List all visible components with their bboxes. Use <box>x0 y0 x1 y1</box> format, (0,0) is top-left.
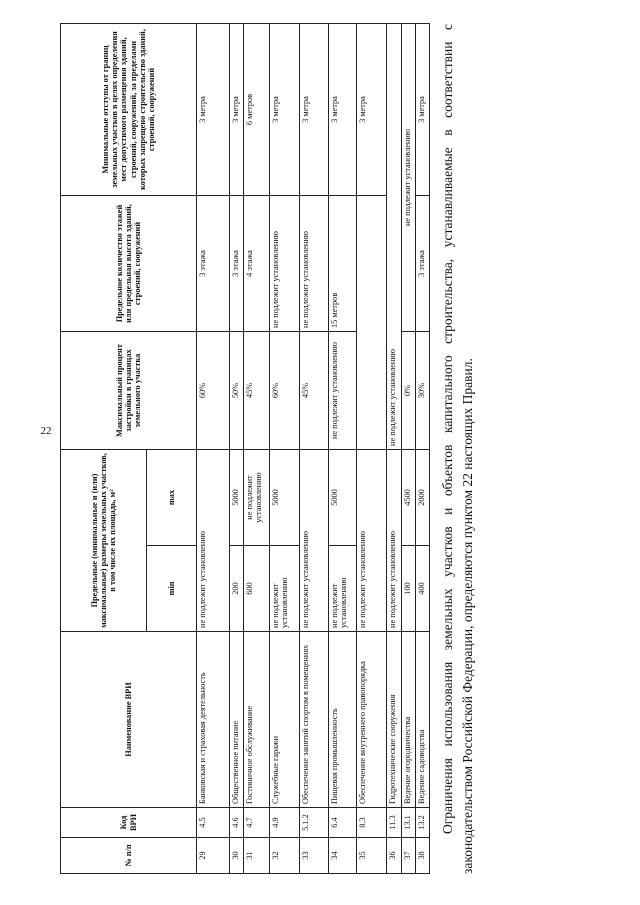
row-floors: 15 метров <box>328 196 356 332</box>
table-row <box>229 24 243 874</box>
row-min: не подлежит установлению <box>328 546 356 632</box>
row-name: Пищевая промышленность <box>328 632 356 808</box>
row-percent: 0% <box>401 332 415 450</box>
row-code: 5.1.2 <box>300 808 328 838</box>
row-code: 4.6 <box>229 808 243 838</box>
row-size: не подлежит установлению <box>387 450 401 632</box>
row-num: 36 <box>387 838 401 874</box>
row-code: 4.9 <box>269 808 299 838</box>
row-num: 37 <box>401 838 415 874</box>
row-percent: 60% <box>269 332 299 450</box>
row-min: 400 <box>415 546 429 632</box>
row-min: 200 <box>229 546 243 632</box>
row-max: 2000 <box>415 450 429 546</box>
row-code: 13.1 <box>401 808 415 838</box>
row-percent: 50% <box>229 332 243 450</box>
header-max: max <box>147 450 197 546</box>
row-floors: не подлежит установлению <box>269 196 299 332</box>
row-setback: 3 метра <box>415 24 429 196</box>
header-size-group: Предельные (минимальные и (или) максимальные) размеры земельных участков, в том числе их площадь, м² <box>61 450 147 632</box>
row-size: не подлежит установлению <box>197 450 230 632</box>
row-name: Ведение огородничества <box>401 632 415 808</box>
table-row <box>269 24 299 874</box>
row-min: 600 <box>243 546 269 632</box>
row-name: Служебные гаражи <box>269 632 299 808</box>
row-merged-tail: не подлежит установлению <box>401 24 415 332</box>
row-size: не подлежит установлению <box>300 450 328 632</box>
table-row <box>243 24 269 874</box>
row-num: 31 <box>243 838 269 874</box>
row-percent: не подлежит установлению <box>328 332 356 450</box>
row-setback: 6 метров <box>243 24 269 196</box>
row-setback: 3 метра <box>328 24 356 196</box>
row-setback: 3 метра <box>357 24 387 196</box>
row-num: 32 <box>269 838 299 874</box>
row-floors: 4 этажа <box>243 196 269 332</box>
header-name: Наименование ВРИ <box>61 632 197 808</box>
table-row <box>357 24 387 874</box>
row-setback: 3 метра <box>197 24 230 196</box>
row-name: Обеспечение занятий спортом в помещениях <box>300 632 328 808</box>
row-num: 30 <box>229 838 243 874</box>
row-max: 5000 <box>269 450 299 546</box>
row-empty-cell <box>357 196 387 450</box>
table-row <box>387 24 401 874</box>
header-percent: Максимальный процент застройки в границах земельного участка <box>61 332 197 450</box>
row-setback: 3 метра <box>269 24 299 196</box>
row-num: 38 <box>415 838 429 874</box>
row-size: не подлежит установлению <box>357 450 387 632</box>
header-code: Код ВРИ <box>61 808 197 838</box>
row-min: 100 <box>401 546 415 632</box>
row-name: Общественное питание <box>229 632 243 808</box>
land-use-rules-table <box>60 23 430 874</box>
row-num: 33 <box>300 838 328 874</box>
header-setback: Минимальные отступы от границ земельных участков в целях определения мест допустимого размещения зданий, строений, сооружений, за пределами которых запрещено строительство зданий, строений, сооружений <box>61 24 197 196</box>
row-floors: не подлежит установлению <box>300 196 328 332</box>
row-name: Гидротехнические сооружения <box>387 632 401 808</box>
table-row <box>401 24 415 874</box>
header-num: № п/п <box>61 838 197 874</box>
table-row <box>197 24 230 874</box>
table-row <box>415 24 429 874</box>
row-code: 6.4 <box>328 808 356 838</box>
row-name: Ведение садоводства <box>415 632 429 808</box>
row-name: Банковская и страховая деятельность <box>197 632 230 808</box>
row-code: 4.5 <box>197 808 230 838</box>
row-percent: 30% <box>415 332 429 450</box>
row-code: 13.2 <box>415 808 429 838</box>
row-code: 11.3 <box>387 808 401 838</box>
row-num: 34 <box>328 838 356 874</box>
rotated-page-content <box>60 24 640 874</box>
row-setback: 3 метра <box>300 24 328 196</box>
row-code: 8.3 <box>357 808 387 838</box>
row-floors: 3 этажа <box>415 196 429 332</box>
row-floors: 3 этажа <box>229 196 243 332</box>
row-max: 5000 <box>229 450 243 546</box>
table-row <box>328 24 356 874</box>
row-num: 35 <box>357 838 387 874</box>
row-min: не подлежит установлению <box>269 546 299 632</box>
row-floors: 3 этажа <box>197 196 230 332</box>
row-name: Обеспечение внутреннего правопорядка <box>357 632 387 808</box>
row-code: 4.7 <box>243 808 269 838</box>
header-min: min <box>147 546 197 632</box>
row-max: не подлежит установлению <box>243 450 269 546</box>
row-setback: 3 метра <box>229 24 243 196</box>
restrictions-paragraph: Ограничения использования земельных участков и объектов капитального строительства, устанавливаемые в соответствии с законодательством Российской Федерации, определяются пунктом 22 настоящих Правил. <box>440 24 475 874</box>
page-number: 22 <box>40 425 52 437</box>
row-percent: 45% <box>300 332 328 450</box>
row-max: 5000 <box>328 450 356 546</box>
row-num: 29 <box>197 838 230 874</box>
header-row <box>61 24 147 874</box>
row-percent: 45% <box>243 332 269 450</box>
row-max: 4500 <box>401 450 415 546</box>
header-floors: Предельное количество этажей или предельная высота зданий, строений, сооружений <box>61 196 197 332</box>
row-percent: 60% <box>197 332 230 450</box>
row-merged-tail: не подлежит установлению <box>387 24 401 450</box>
table-row <box>300 24 328 874</box>
row-name: Гостиничное обслуживание <box>243 632 269 808</box>
